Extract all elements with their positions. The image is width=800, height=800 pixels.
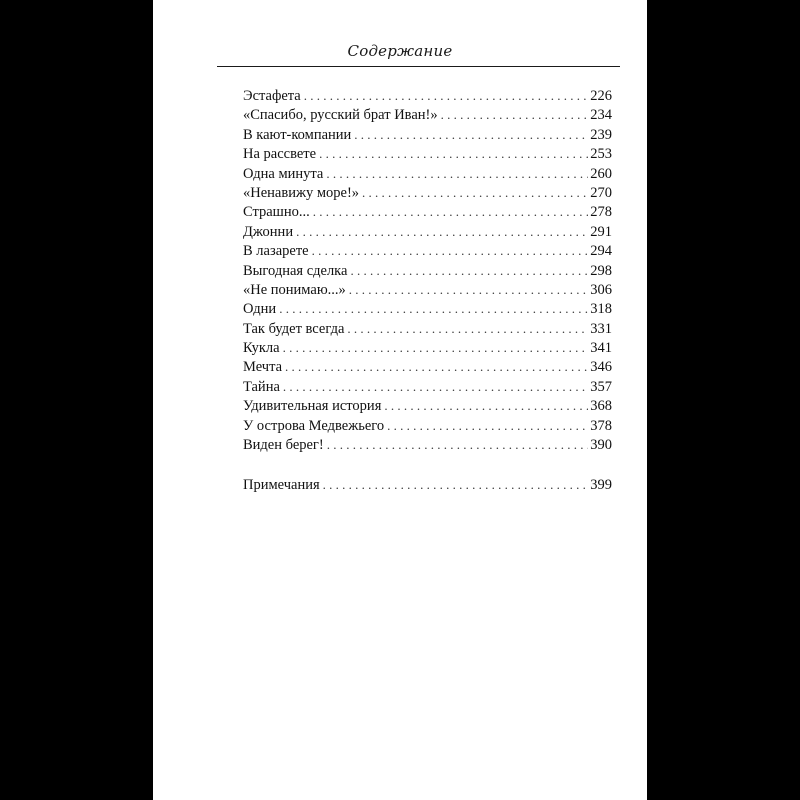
dot-leader <box>350 261 588 280</box>
toc-entry <box>243 280 612 299</box>
toc-entry <box>243 299 612 318</box>
toc-entry <box>243 435 612 454</box>
dot-leader <box>313 202 589 221</box>
dot-leader <box>347 319 588 338</box>
toc-entry-title: Так будет всегда <box>243 320 345 337</box>
toc-entry <box>243 396 612 415</box>
dot-leader <box>327 435 589 454</box>
toc-entry-page: 306 <box>590 281 612 298</box>
toc-entry-title: Тайна <box>243 378 280 395</box>
toc-entry-page: 239 <box>590 126 612 143</box>
toc-entry-title: «Не понимаю...» <box>243 281 346 298</box>
toc-entry-title: Джонни <box>243 223 294 240</box>
toc-entry-title: На рассвете <box>243 146 317 163</box>
toc-entry-title: Одни <box>243 301 277 318</box>
toc-entry-page: 260 <box>590 165 612 182</box>
toc-entry-title: Страшно... <box>243 204 310 221</box>
toc-entry-page: 331 <box>590 320 612 337</box>
toc-entry-page: 357 <box>590 378 612 395</box>
toc-entry-title: Кукла <box>243 340 280 357</box>
dot-leader <box>354 125 588 144</box>
dot-leader <box>312 241 589 260</box>
dot-leader <box>387 416 588 435</box>
dot-leader <box>283 338 589 357</box>
toc-entry-page: 294 <box>590 243 612 260</box>
dot-leader <box>304 86 589 105</box>
toc-entry-title: «Спасибо, русский брат Иван!» <box>243 107 438 124</box>
right-black-border <box>647 0 800 800</box>
toc-entry-page: 390 <box>590 437 612 454</box>
toc-entry-title: Выгодная сделка <box>243 262 348 279</box>
toc-entry-page: 298 <box>590 262 612 279</box>
dot-leader <box>323 475 589 494</box>
toc-entry-page: 399 <box>590 477 612 494</box>
toc-entry <box>243 377 612 396</box>
toc-entry-page: 368 <box>590 398 612 415</box>
toc-entry <box>243 338 612 357</box>
toc-entry-title: Эстафета <box>243 88 301 104</box>
toc-entry-title: В лазарете <box>243 243 309 260</box>
toc-entry-page: 270 <box>590 184 612 201</box>
toc-entry-page: 318 <box>590 301 612 318</box>
toc-entry-title: Одна минута <box>243 165 324 182</box>
toc-entry-title: Примечания <box>243 477 320 494</box>
toc-entry <box>243 319 612 338</box>
toc-entry-page: 253 <box>590 146 612 163</box>
dot-leader <box>349 280 588 299</box>
toc-entry <box>243 183 612 202</box>
toc-entry <box>243 202 612 221</box>
running-head: Содержание <box>347 42 453 60</box>
toc-entry-page: 378 <box>590 417 612 434</box>
toc-entry <box>243 125 612 144</box>
toc-entry <box>243 357 612 376</box>
toc-entry-page: 346 <box>590 359 612 376</box>
dot-leader <box>384 396 588 415</box>
dot-leader <box>326 164 588 183</box>
table-of-contents <box>243 86 612 495</box>
dot-leader <box>319 144 588 163</box>
dot-leader <box>441 105 589 124</box>
dot-leader <box>285 357 588 376</box>
toc-entry-notes <box>243 475 612 494</box>
toc-entry-title: Виден берег! <box>243 437 324 454</box>
toc-entry-page: 234 <box>590 107 612 124</box>
section-gap <box>243 454 612 475</box>
toc-entry <box>243 241 612 260</box>
dot-leader <box>279 299 588 318</box>
book-page <box>153 0 647 800</box>
toc-entry <box>243 222 612 241</box>
toc-entry-page: 341 <box>590 340 612 357</box>
toc-entry <box>243 164 612 183</box>
toc-entry-title: Удивительная история <box>243 398 382 415</box>
toc-entry-title: У острова Медвежьего <box>243 417 385 434</box>
toc-entry-title: «Ненавижу море!» <box>243 184 360 201</box>
toc-entry-page: 226 <box>590 88 612 104</box>
toc-entry-title: В кают-компании <box>243 126 352 143</box>
toc-entry <box>243 416 612 435</box>
left-black-border <box>0 0 153 800</box>
toc-entry-page: 278 <box>590 204 612 221</box>
header-rule <box>217 66 620 67</box>
toc-entry <box>243 261 612 280</box>
dot-leader <box>296 222 588 241</box>
dot-leader <box>283 377 588 396</box>
dot-leader <box>362 183 588 202</box>
toc-entry <box>243 105 612 124</box>
toc-entry <box>243 144 612 163</box>
toc-entry-title: Мечта <box>243 359 283 376</box>
toc-entry-page: 291 <box>590 223 612 240</box>
toc-entry <box>243 86 612 105</box>
